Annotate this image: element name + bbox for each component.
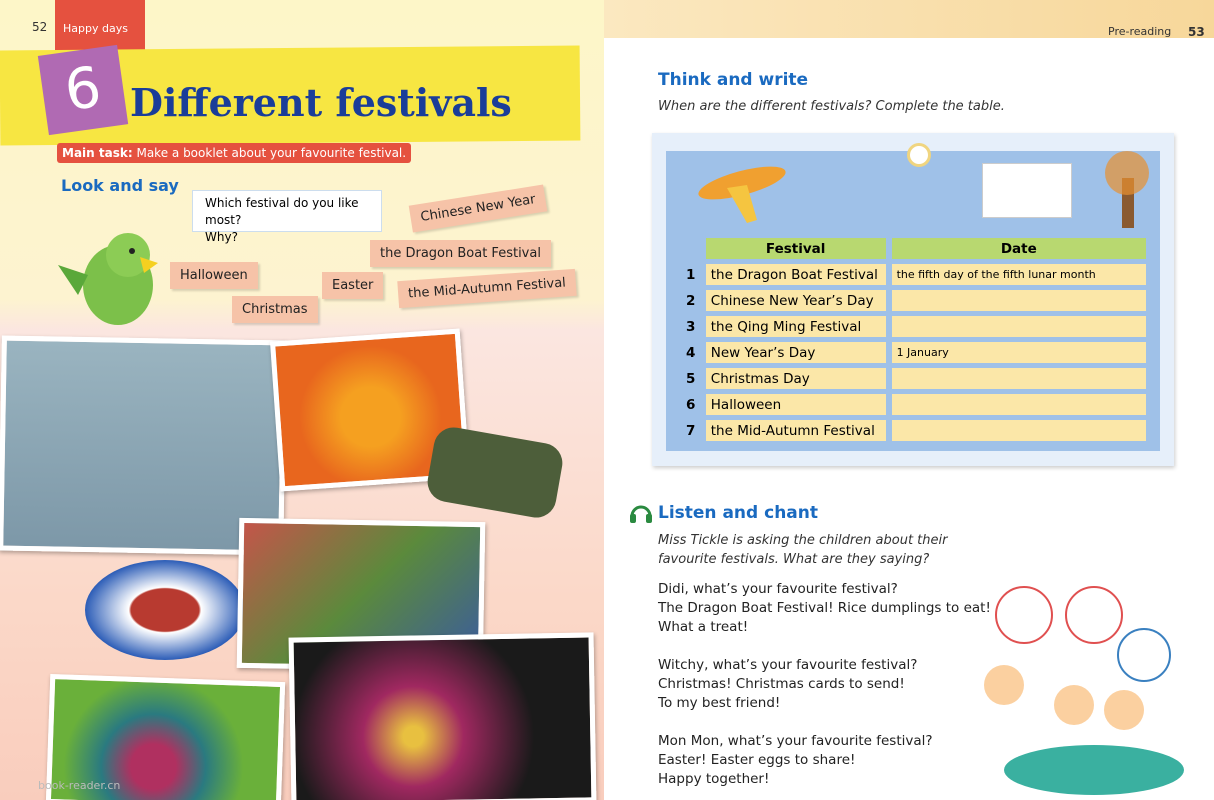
think-instruction: When are the different festivals? Complete the table. <box>658 99 1005 114</box>
unit-number: 6 <box>38 45 128 135</box>
chant-verse <box>658 580 991 637</box>
table-row <box>686 316 1146 337</box>
ring-icon <box>907 143 931 167</box>
airplane-icon <box>687 148 797 228</box>
date-cell[interactable] <box>892 316 1146 337</box>
chant-verse <box>658 656 917 713</box>
main-task <box>57 143 411 163</box>
main-task-label: Main task: <box>62 146 133 160</box>
date-cell[interactable] <box>892 368 1146 389</box>
chant-line: Witchy, what’s your favourite festival? <box>658 657 918 673</box>
listen-and-chant-heading: Listen and chant <box>658 503 818 523</box>
chant-verse <box>658 732 933 789</box>
festival-cell: Chinese New Year’s Day <box>706 290 886 311</box>
think-and-write-heading: Think and write <box>658 70 809 90</box>
chant-line: Christmas! Christmas cards to send! <box>658 676 905 692</box>
calendar-icon <box>982 163 1072 218</box>
children-illustration <box>944 585 1204 800</box>
right-page <box>604 0 1214 800</box>
festival-cell: the Dragon Boat Festival <box>706 264 886 285</box>
date-cell[interactable]: the fifth day of the fifth lunar month <box>892 264 1146 285</box>
chant-line: To my best friend! <box>658 695 781 711</box>
headphones-icon <box>628 500 654 524</box>
page-number: 52 <box>32 20 48 34</box>
autumn-tree-icon <box>1092 148 1162 233</box>
table-row <box>686 420 1146 441</box>
main-task-text: Make a booklet about your favourite festival. <box>136 146 407 160</box>
festival-cell: the Mid-Autumn Festival <box>706 420 886 441</box>
rice-dumplings-image <box>424 424 565 520</box>
date-cell[interactable] <box>892 290 1146 311</box>
header-date: Date <box>892 238 1146 259</box>
table-row <box>686 394 1146 415</box>
festival-cell: New Year’s Day <box>706 342 886 363</box>
festival-cell: Halloween <box>706 394 886 415</box>
festival-table <box>680 233 1152 446</box>
date-cell[interactable]: 1 January <box>892 342 1146 363</box>
word-card: Easter <box>322 272 383 299</box>
row-number: 5 <box>686 370 696 387</box>
left-page <box>0 0 604 800</box>
row-number: 2 <box>686 292 696 309</box>
word-card: the Mid-Autumn Festival <box>397 269 576 308</box>
unit-title: Different festivals <box>130 80 512 125</box>
page-number: 53 <box>1188 25 1205 39</box>
table-row <box>686 342 1146 363</box>
word-card: Halloween <box>170 262 258 289</box>
row-number: 4 <box>686 344 696 361</box>
chant-line: Happy together! <box>658 771 770 787</box>
date-cell[interactable] <box>892 420 1146 441</box>
table-row <box>686 264 1146 285</box>
row-number: 7 <box>686 422 696 439</box>
section-label: Pre-reading <box>1108 25 1172 38</box>
chant-line: The Dragon Boat Festival! Rice dumplings to eat! <box>658 600 991 616</box>
header-festival: Festival <box>706 238 886 259</box>
parrot-illustration <box>58 215 168 335</box>
table-row <box>686 290 1146 311</box>
chant-line: Didi, what’s your favourite festival? <box>658 581 898 597</box>
word-card: Christmas <box>232 296 318 323</box>
festival-table-card <box>652 133 1174 466</box>
table-header-row <box>686 238 1146 259</box>
watermark: book-reader.cn <box>38 779 121 792</box>
bubble-line: Which festival do you like most? <box>205 196 359 227</box>
date-cell[interactable] <box>892 394 1146 415</box>
row-number: 1 <box>686 266 696 283</box>
chant-line: Mon Mon, what’s your favourite festival? <box>658 733 933 749</box>
section-tab <box>55 0 145 54</box>
look-and-say-heading: Look and say <box>61 176 179 195</box>
row-number: 6 <box>686 396 696 413</box>
word-card: the Dragon Boat Festival <box>370 240 551 267</box>
chant-instruction: Miss Tickle is asking the children about their favourite festivals. What are they saying? <box>658 533 948 567</box>
chant-line: Easter! Easter eggs to share! <box>658 752 856 768</box>
mooncake-image <box>85 560 245 660</box>
festival-cell: Christmas Day <box>706 368 886 389</box>
row-number: 3 <box>686 318 696 335</box>
bubble-line: Why? <box>205 230 238 244</box>
word-card: Chinese New Year <box>409 185 548 233</box>
table-row <box>686 368 1146 389</box>
christmas-lights-photo <box>289 632 597 800</box>
section-tab-label: Happy days <box>63 22 128 35</box>
speech-bubble <box>192 190 382 244</box>
festival-cell: the Qing Ming Festival <box>706 316 886 337</box>
chant-line: What a treat! <box>658 619 749 635</box>
